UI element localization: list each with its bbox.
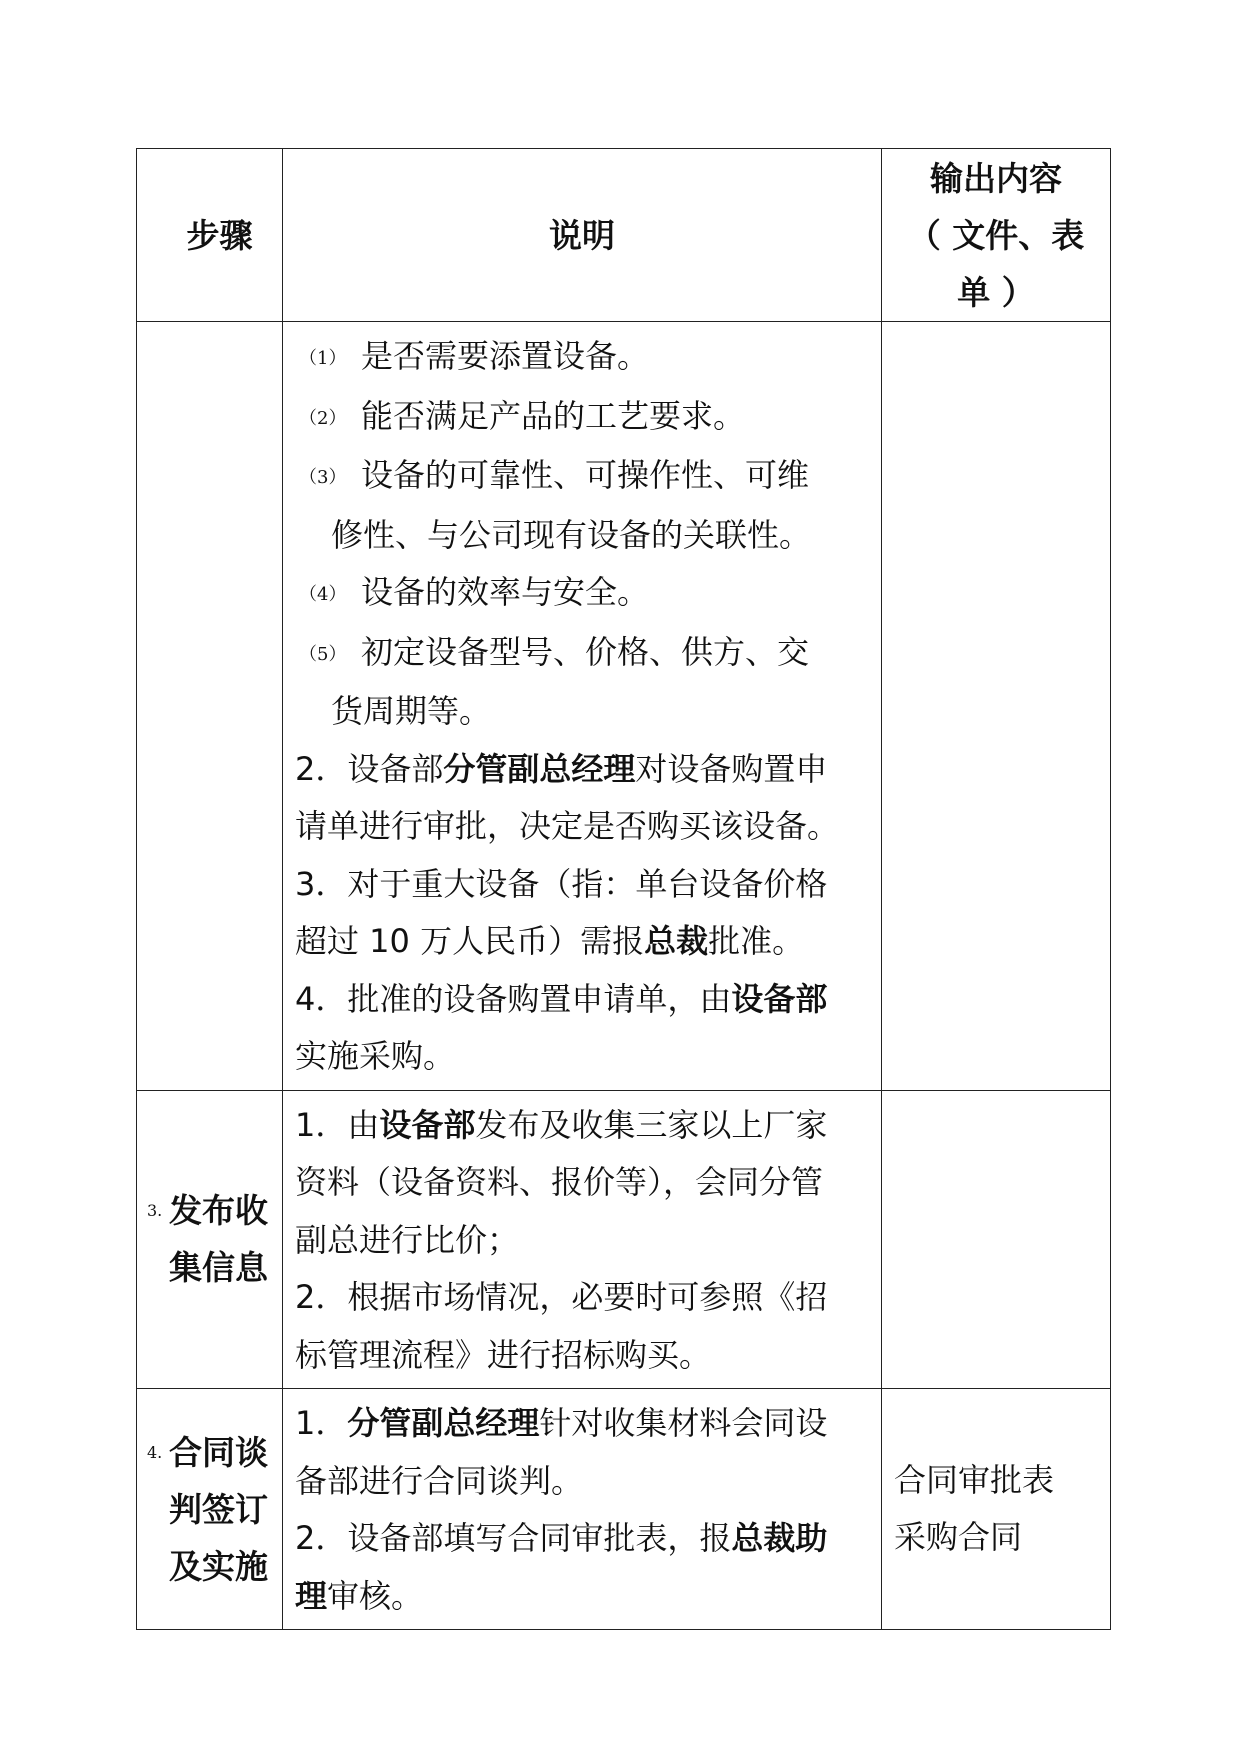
bold-run: 设备部 xyxy=(379,1105,476,1144)
sub-item-text: 设备的可靠性、可操作性、可维 xyxy=(361,456,810,494)
step-title-line: 及实施 xyxy=(169,1546,268,1586)
sub-item-number: （3） xyxy=(299,467,347,488)
text-run: 发布及收集三家以上厂家 xyxy=(475,1105,828,1144)
paragraph-3: 3．对于重大设备（指：单台设备价格 xyxy=(295,864,828,903)
step-title-line: 集信息 xyxy=(169,1248,268,1288)
step-cell xyxy=(137,1090,283,1389)
paragraph-1 xyxy=(295,1097,873,1155)
bold-run: 分管副总经理 xyxy=(347,1404,540,1442)
paragraph-2-cont: 标管理流程》进行招标购买。 xyxy=(295,1335,712,1374)
text-run: 2．设备部 xyxy=(295,749,444,788)
output-item: 合同审批表 xyxy=(894,1461,1055,1499)
bold-run: 总裁 xyxy=(644,922,709,960)
text-run: 1． xyxy=(295,1404,348,1442)
step-title-line: 发布收 xyxy=(169,1191,268,1231)
paragraph-3-cont xyxy=(295,913,873,971)
step-number: 4. xyxy=(147,1442,163,1462)
sub-item-text: 是否需要添置设备。 xyxy=(361,337,650,375)
bold-run: 分管副总经理 xyxy=(443,749,636,788)
sub-item xyxy=(295,564,873,624)
paragraph-1-cont: 副总进行比价； xyxy=(295,1220,520,1259)
paragraph-4-cont: 实施采购。 xyxy=(295,1037,456,1075)
description-cell xyxy=(283,1090,882,1389)
step-title-line: 判签订 xyxy=(169,1489,268,1529)
header-output-line: 输出内容 xyxy=(930,158,1062,198)
sub-item xyxy=(295,624,873,684)
header-output-line: （ 文件、表 xyxy=(907,215,1085,255)
text-run: 批准。 xyxy=(708,922,805,960)
text-run: 审核。 xyxy=(327,1576,424,1615)
sub-item-text: 初定设备型号、价格、供方、交 xyxy=(361,632,810,671)
step-cell xyxy=(137,1389,283,1630)
output-cell-empty xyxy=(882,322,1111,1091)
sub-item-number: （4） xyxy=(299,584,347,605)
sub-item xyxy=(295,388,873,448)
paragraph-2-cont xyxy=(295,1568,873,1626)
sub-item-number: （1） xyxy=(299,348,347,369)
sub-item-number: （2） xyxy=(299,407,347,429)
table-row xyxy=(137,1389,1111,1630)
step-number: 3. xyxy=(147,1201,163,1221)
sub-item xyxy=(295,328,873,388)
table-row xyxy=(137,322,1111,1091)
text-run: 超过 10 万人民币）需报 xyxy=(295,922,645,960)
paragraph-1 xyxy=(295,1395,873,1453)
output-cell xyxy=(882,1389,1111,1630)
description-cell xyxy=(283,1389,882,1630)
sub-item-number: （5） xyxy=(299,643,347,665)
sub-item xyxy=(295,447,873,507)
bold-run: 理 xyxy=(295,1576,328,1615)
step-cell-empty xyxy=(137,322,283,1091)
sub-item-text: 设备的效率与安全。 xyxy=(361,573,650,611)
text-run: 2．设备部填写合同审批表，报 xyxy=(295,1519,732,1557)
bold-run: 总裁助 xyxy=(731,1519,828,1557)
paragraph-2: 2．根据市场情况，必要时可参照《招 xyxy=(295,1278,828,1316)
paragraph-2-cont: 请单进行审批，决定是否购买该设备。 xyxy=(295,807,840,845)
bold-run: 设备部 xyxy=(731,979,828,1018)
header-description: 说明 xyxy=(283,149,882,322)
paragraph-1-cont: 资料（设备资料、报价等），会同分管 xyxy=(295,1163,824,1201)
process-table xyxy=(136,148,1111,1630)
description-cell xyxy=(283,322,882,1091)
output-cell-empty xyxy=(882,1090,1111,1389)
paragraph-4 xyxy=(295,971,873,1029)
paragraph-2 xyxy=(295,1510,873,1568)
header-output-line: 单 ） xyxy=(957,272,1035,312)
step-title-line: 合同谈 xyxy=(169,1432,268,1472)
sub-item-continuation: 修性、与公司现有设备的关联性。 xyxy=(331,515,812,554)
text-run: 对设备购置申 xyxy=(635,749,828,788)
text-run: 4．批准的设备购置申请单，由 xyxy=(295,979,732,1018)
text-run: 1．由 xyxy=(295,1105,380,1144)
sub-item-text: 能否满足产品的工艺要求。 xyxy=(361,396,746,435)
header-output xyxy=(882,149,1111,322)
output-item: 采购合同 xyxy=(894,1518,1023,1556)
sub-item-continuation: 货周期等。 xyxy=(331,692,492,730)
header-row xyxy=(137,149,1111,322)
header-step: 步骤 xyxy=(137,149,283,322)
paragraph-1-cont: 备部进行合同谈判。 xyxy=(295,1461,584,1500)
text-run: 针对收集材料会同设 xyxy=(539,1404,828,1442)
table-row xyxy=(137,1090,1111,1389)
paragraph-2 xyxy=(295,741,873,799)
